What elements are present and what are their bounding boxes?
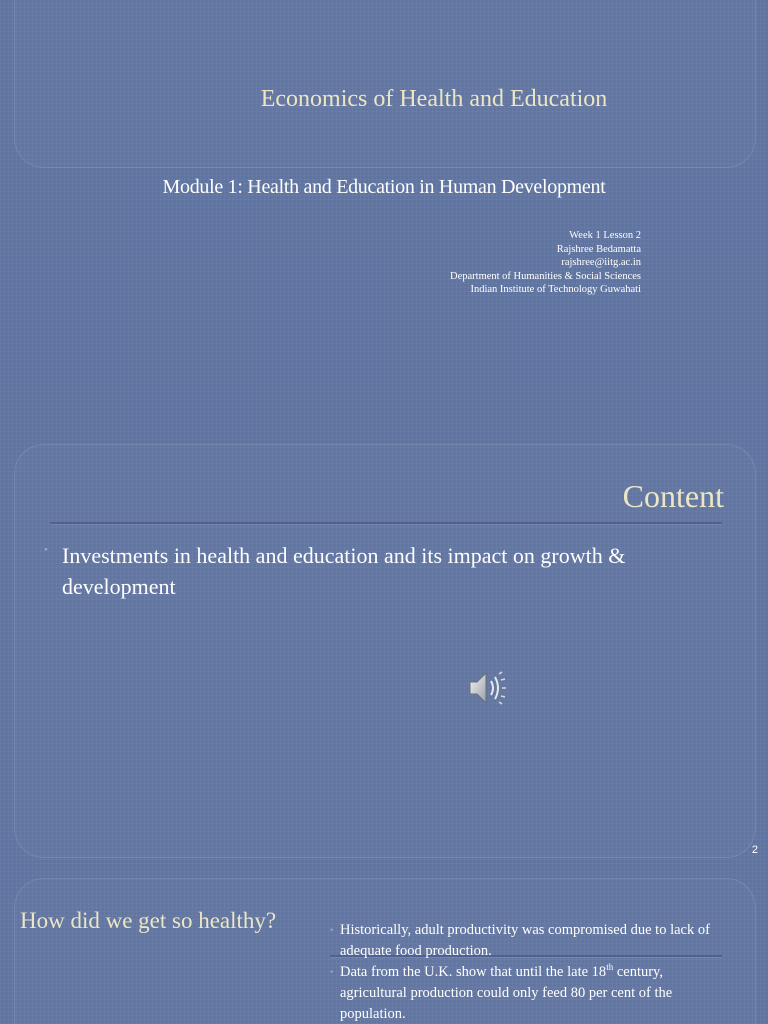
content-bullet: Investments in health and education and its impact on growth & development [62,543,626,599]
author-name: Rajshree Bedamatta [556,243,641,255]
bullet-marker: • [330,967,334,977]
department-name: Department of Humanities & Social Sciences [450,270,641,282]
institute-name: Indian Institute of Technology Guwahati [470,284,641,295]
speaker-icon[interactable] [466,668,510,708]
bullet-marker: • [330,925,334,935]
module-subtitle: Module 1: Health and Education in Human Development [162,176,606,198]
content-heading: Content [622,478,724,514]
list-item: • Data from the U.K. show that until the late 18th century, agricultural production could only feed 80 per cent of the population. [330,962,673,1022]
heading-divider [50,522,722,524]
course-title: Economics of Health and Education [260,86,608,112]
title-slide [0,0,768,440]
bullet-list [330,920,722,1024]
lecture-info [450,229,641,297]
content-slide [0,440,768,870]
author-email: rajshree@iitg.ac.in [561,257,641,268]
page-number: 2 [751,844,758,856]
list-item: • Historically, adult productivity was compromised due to lack of adequate food production. [330,922,710,959]
title-panel [14,0,756,168]
bullet-marker: • [44,544,48,556]
health-slide [0,870,768,1024]
lesson-label: Week 1 Lesson 2 [569,230,641,241]
health-heading: How did we get so healthy? [20,908,277,933]
